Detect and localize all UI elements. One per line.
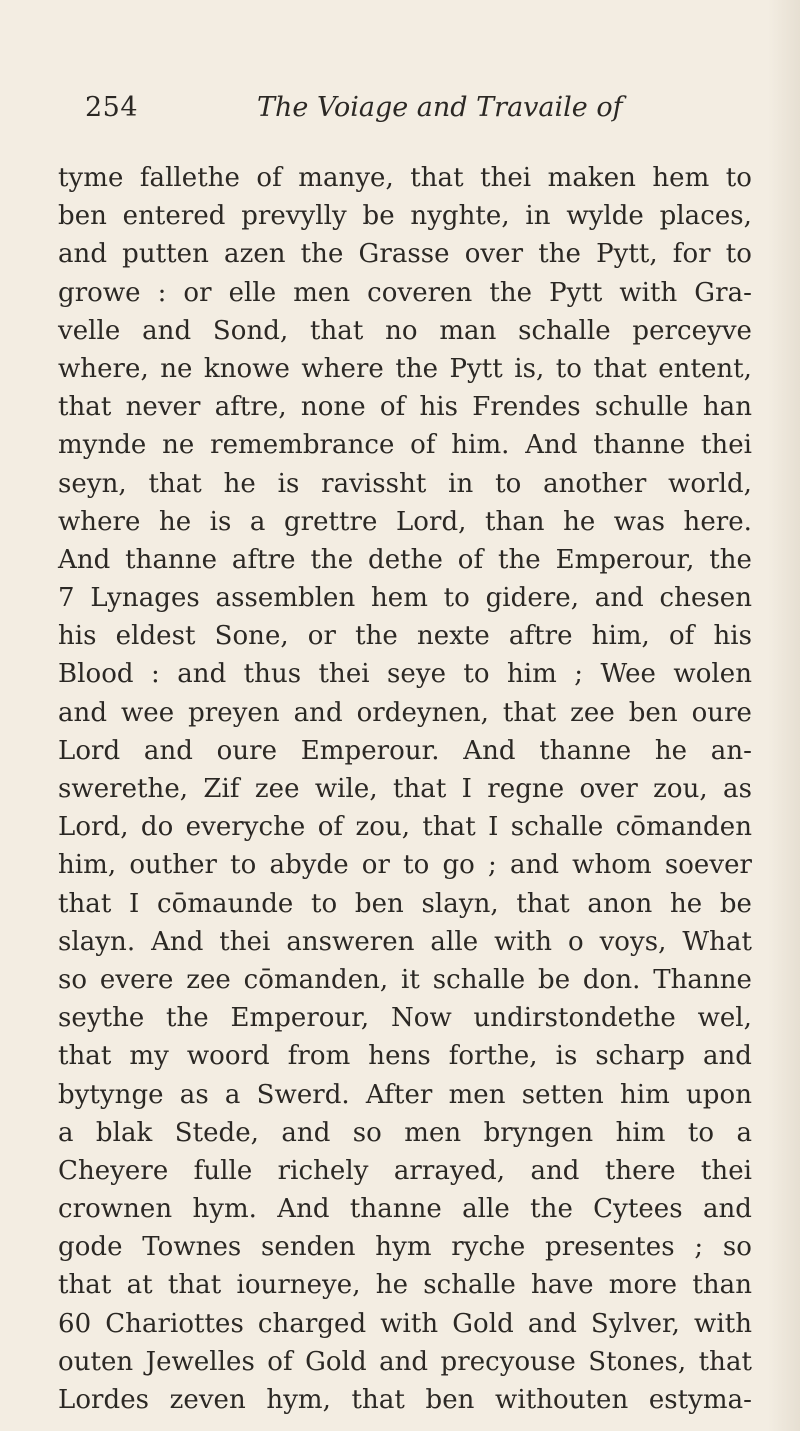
text-line: Blood : and thus thei seye to him ; Wee wolen	[58, 659, 752, 690]
text-line: seyn, that he is ravissht in to another world,	[58, 468, 752, 499]
running-title: The Voiage and Travaile of	[257, 92, 623, 123]
text-line: where, ne knowe where the Pytt is, to that entent,	[58, 353, 752, 384]
text-line: velle and Sond, that no man schalle perceyve	[58, 315, 752, 346]
text-line: and putten azen the Grasse over the Pytt, for to	[58, 239, 752, 270]
text-line: that never aftre, none of his Frendes schulle han	[58, 392, 752, 423]
text-line: and wee preyen and ordeynen, that zee ben oure	[58, 697, 752, 728]
text-line: Lord and oure Emperour. And thanne he an-	[58, 735, 752, 766]
text-line: And thanne aftre the dethe of the Emperour, the	[58, 544, 752, 575]
page-number: 254	[85, 92, 139, 123]
text-line: outen Jewelles of Gold and precyouse Stones, that	[58, 1346, 752, 1377]
text-line: 7 Lynages assemblen hem to gidere, and chesen	[58, 583, 752, 614]
text-line: his eldest Sone, or the nexte aftre him, of his	[58, 621, 752, 652]
text-line: swerethe, Zif zee wile, that I regne over zou, as	[58, 774, 752, 804]
text-line: Lordes zeven hym, that ben withouten estyma-	[58, 1385, 752, 1415]
text-line: slayn. And thei answeren alle with o voys, What	[58, 926, 752, 957]
text-line: seythe the Emperour, Now undirstondethe wel,	[58, 1003, 752, 1034]
text-line: gode Townes senden hym ryche presentes ; so	[58, 1232, 752, 1263]
text-line: tyme fallethe of manye, that thei maken hem to	[58, 163, 752, 193]
text-line: Lord, do everyche of zou, that I schalle cōmanden	[58, 812, 752, 843]
text-line: so evere zee cōmanden, it schalle be don. Thanne	[58, 964, 752, 995]
text-line: mynde ne remembrance of him. And thanne thei	[58, 430, 752, 461]
body-text	[58, 159, 752, 1419]
text-line: him, outher to abyde or to go ; and whom soever	[58, 850, 752, 881]
text-line: ben entered prevylly be nyghte, in wylde places,	[58, 201, 752, 232]
text-line: 60 Chariottes charged with Gold and Sylver, with	[58, 1308, 752, 1339]
text-line: that at that iourneye, he schalle have more than	[58, 1270, 752, 1301]
text-line: crownen hym. And thanne alle the Cytees and	[58, 1194, 752, 1225]
text-line: that I cōmaunde to ben slayn, that anon he be	[58, 888, 752, 919]
text-line: Cheyere fulle richely arrayed, and there thei	[58, 1155, 752, 1186]
text-line: growe : or elle men coveren the Pytt with Gra-	[58, 277, 752, 308]
text-line: bytynge as a Swerd. After men setten him upon	[58, 1079, 752, 1110]
text-line: where he is a grettre Lord, than he was here.	[58, 506, 752, 537]
text-line: a blak Stede, and so men bryngen him to a	[58, 1117, 752, 1148]
page-header	[85, 92, 715, 136]
text-line: that my woord from hens forthe, is scharp and	[58, 1041, 752, 1072]
